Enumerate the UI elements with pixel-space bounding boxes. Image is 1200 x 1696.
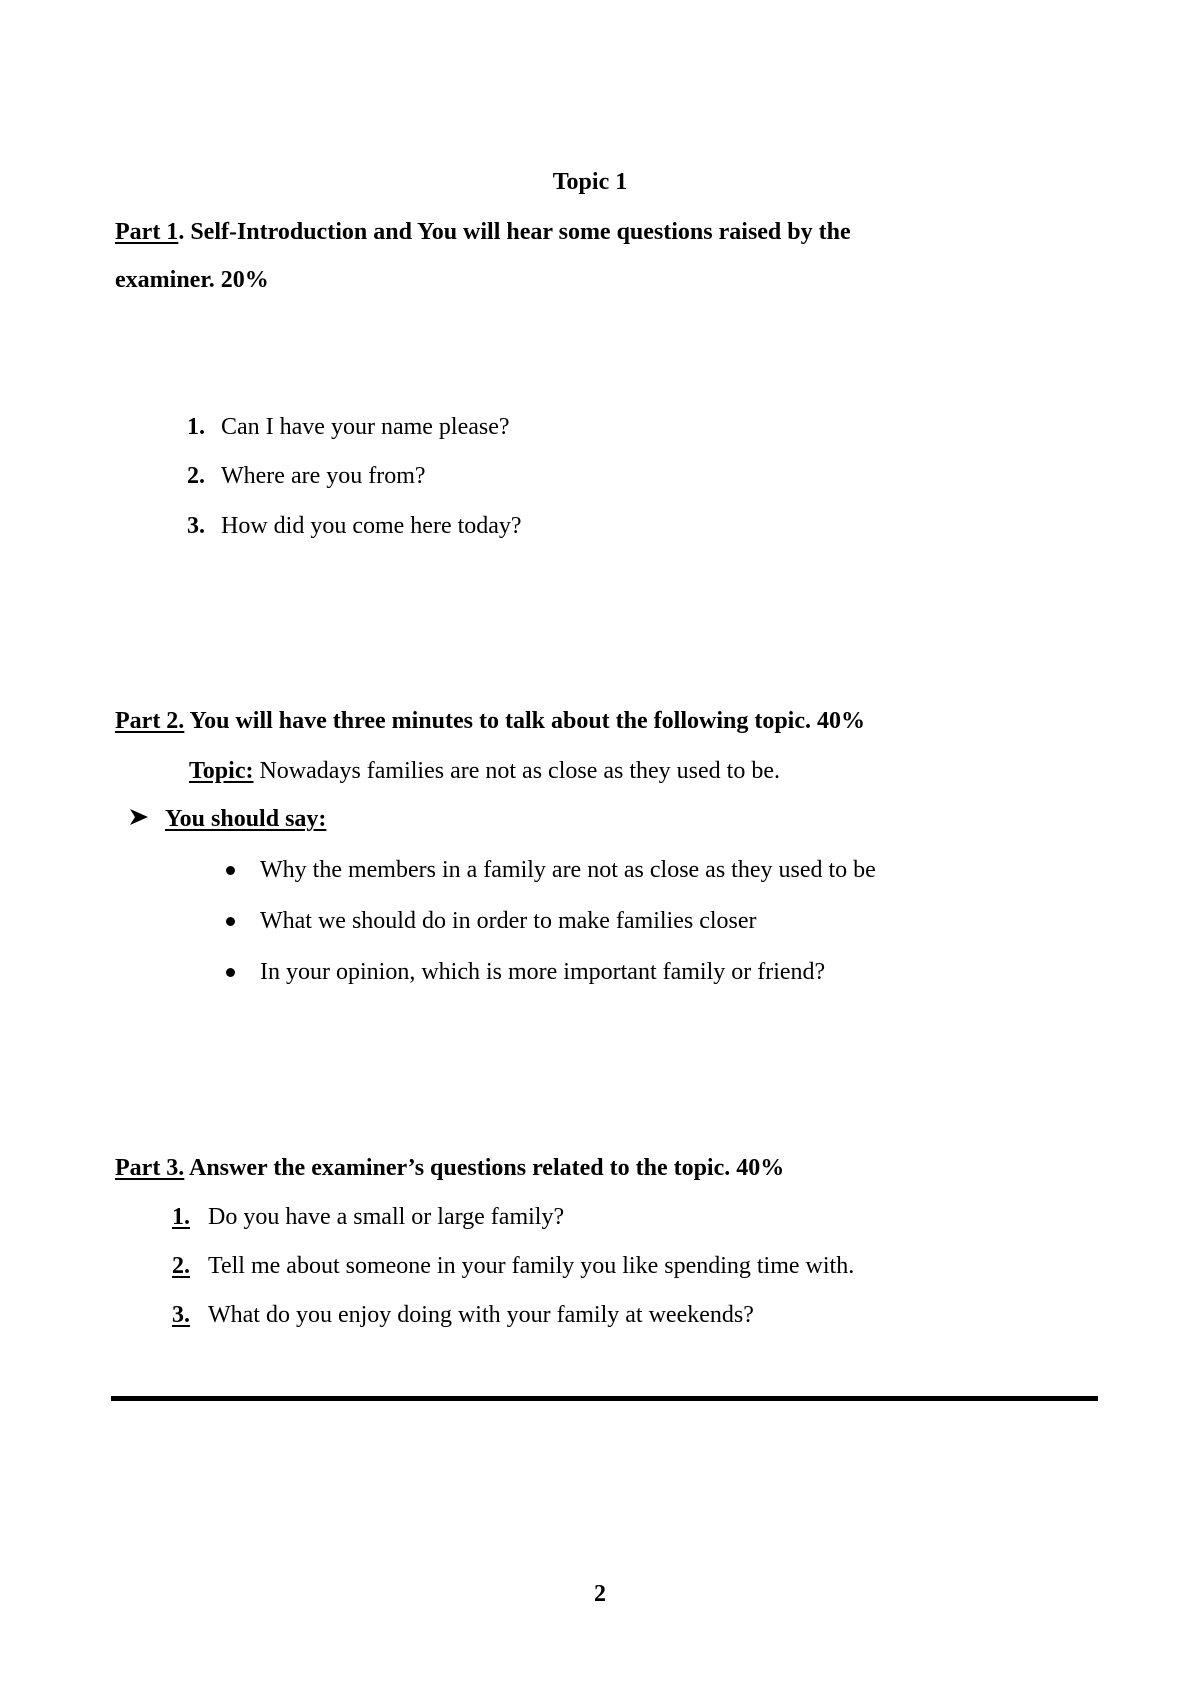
page-number: 2 [594,1581,606,1607]
horizontal-rule [111,1396,1098,1401]
list-item-text: Can I have your name please? [221,414,510,440]
list-item: What we should do in order to make families closer [260,908,757,934]
list-item: Why the members in a family are not as close as they used to be [260,857,876,883]
list-item-text: Tell me about someone in your family you like spending time with. [208,1253,855,1279]
part1-heading-continued: examiner. 20% [115,267,269,293]
list-item: In your opinion, which is more important family or friend? [260,959,826,985]
bullet-icon [226,866,235,875]
list-item-text: Where are you from? [221,463,426,489]
list-item [172,1303,754,1327]
list-item-text: What do you enjoy doing with your family at weekends? [208,1302,754,1328]
part1-heading [115,220,851,244]
list-item-number: 1. [172,1204,190,1230]
bullet-icon [226,917,235,926]
list-item [172,1205,564,1229]
list-item [187,464,426,488]
list-item [187,514,522,538]
arrow-bullet-icon [128,807,150,827]
list-item [187,415,510,439]
list-item-text: Do you have a small or large family? [208,1204,565,1230]
page-title: Topic 1 [552,169,628,195]
part3-label: Part 3. [115,1155,185,1181]
part2-heading-text: You will have three minutes to talk about the following topic. 40% [184,708,865,734]
part2-label: Part 2. [115,708,185,734]
part2-heading [115,709,865,733]
list-item-number: 3. [187,513,205,539]
list-item [172,1254,854,1278]
list-item-number: 2. [172,1253,190,1279]
topic-line [189,759,780,783]
part1-heading-text: . Self-Introduction and You will hear some questions raised by the [178,219,851,245]
topic-label: Topic: [189,758,254,784]
part3-heading [115,1156,784,1180]
part1-label: Part 1 [115,219,179,245]
bullet-icon [226,968,235,977]
part3-heading-text: Answer the examiner’s questions related to the topic. 40% [184,1155,785,1181]
list-item-number: 1. [187,414,205,440]
list-item-number: 3. [172,1302,190,1328]
list-item-text: How did you come here today? [221,513,522,539]
should-say-label: You should say: [165,806,327,832]
topic-text: Nowadays families are not as close as they used to be. [253,758,780,784]
list-item-number: 2. [187,463,205,489]
